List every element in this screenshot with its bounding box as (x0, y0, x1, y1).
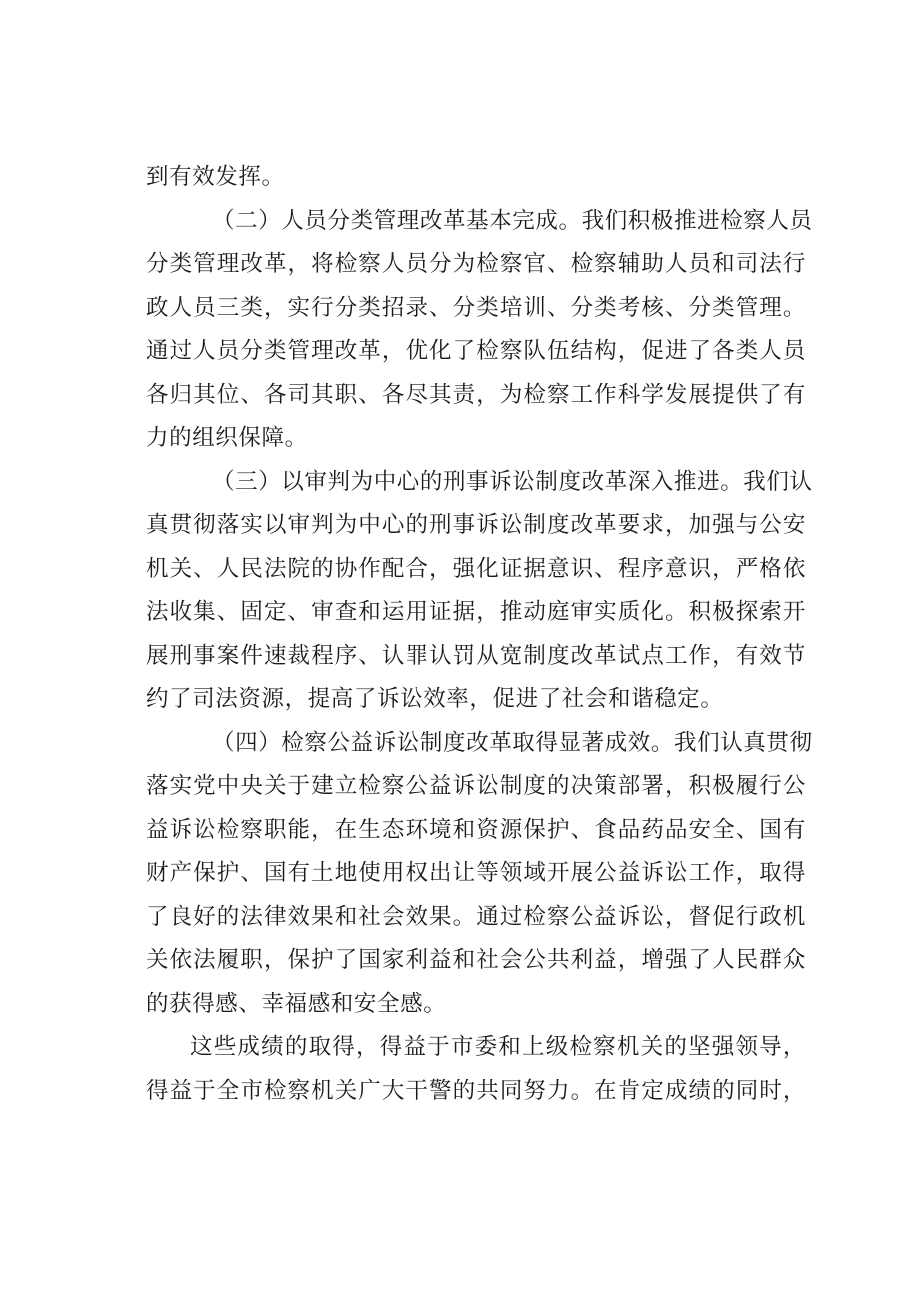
text-line: 了良好的法律效果和社会效果。通过检察公益诉讼，督促行政机 (146, 903, 806, 930)
text-line: 得益于全市检察机关广大干警的共同努力。在肯定成绩的同时， (146, 1077, 806, 1104)
section-heading-line: （四）检察公益诉讼制度改革取得显著成效。我们认真贯彻 (212, 729, 813, 756)
text-line: 法收集、固定、审查和运用证据，推动庭审实质化。积极探索开 (146, 599, 806, 625)
text-line: 政人员三类，实行分类招录、分类培训、分类考核、分类管理。 (146, 294, 806, 321)
text-line: 益诉讼检察职能，在生态环境和资源保护、食品药品安全、国有 (146, 816, 806, 843)
text-line: 各归其位、各司其职、各尽其责，为检察工作科学发展提供了有 (146, 381, 806, 408)
text-line: 的获得感、幸福感和安全感。 (146, 990, 447, 1017)
text-line: 落实党中央关于建立检察公益诉讼制度的决策部署，积极履行公 (146, 773, 806, 799)
text-line: 机关、人民法院的协作配合，强化证据意识、程序意识，严格依 (146, 555, 806, 582)
text-line: 财产保护、国有土地使用权出让等领域开展公益诉讼工作，取得 (146, 860, 806, 886)
text-line: 展刑事案件速裁程序、认罪认罚从宽制度改革试点工作，有效节 (146, 642, 806, 669)
text-line: 通过人员分类管理改革，优化了检察队伍结构，促进了各类人员 (146, 338, 806, 364)
text-line: 力的组织保障。 (146, 425, 308, 451)
paragraph-first-line: 这些成绩的取得，得益于市委和上级检察机关的坚强领导， (190, 1034, 806, 1060)
text-line: 到有效发挥。 (146, 164, 285, 190)
body-text (146, 156, 813, 1113)
text-line: 真贯彻落实以审判为中心的刑事诉讼制度改革要求，加强与公安 (146, 512, 806, 538)
section-heading-line: （二）人员分类管理改革基本完成。我们积极推进检察人员 (212, 207, 813, 234)
text-line: 约了司法资源，提高了诉讼效率，促进了社会和谐稳定。 (146, 686, 724, 712)
text-line: 分类管理改革，将检察人员分为检察官、检察辅助人员和司法行 (146, 251, 806, 277)
section-heading-line: （三）以审判为中心的刑事诉讼制度改革深入推进。我们认 (212, 468, 813, 495)
text-line: 关依法履职，保护了国家利益和社会公共利益，增强了人民群众 (146, 947, 806, 973)
